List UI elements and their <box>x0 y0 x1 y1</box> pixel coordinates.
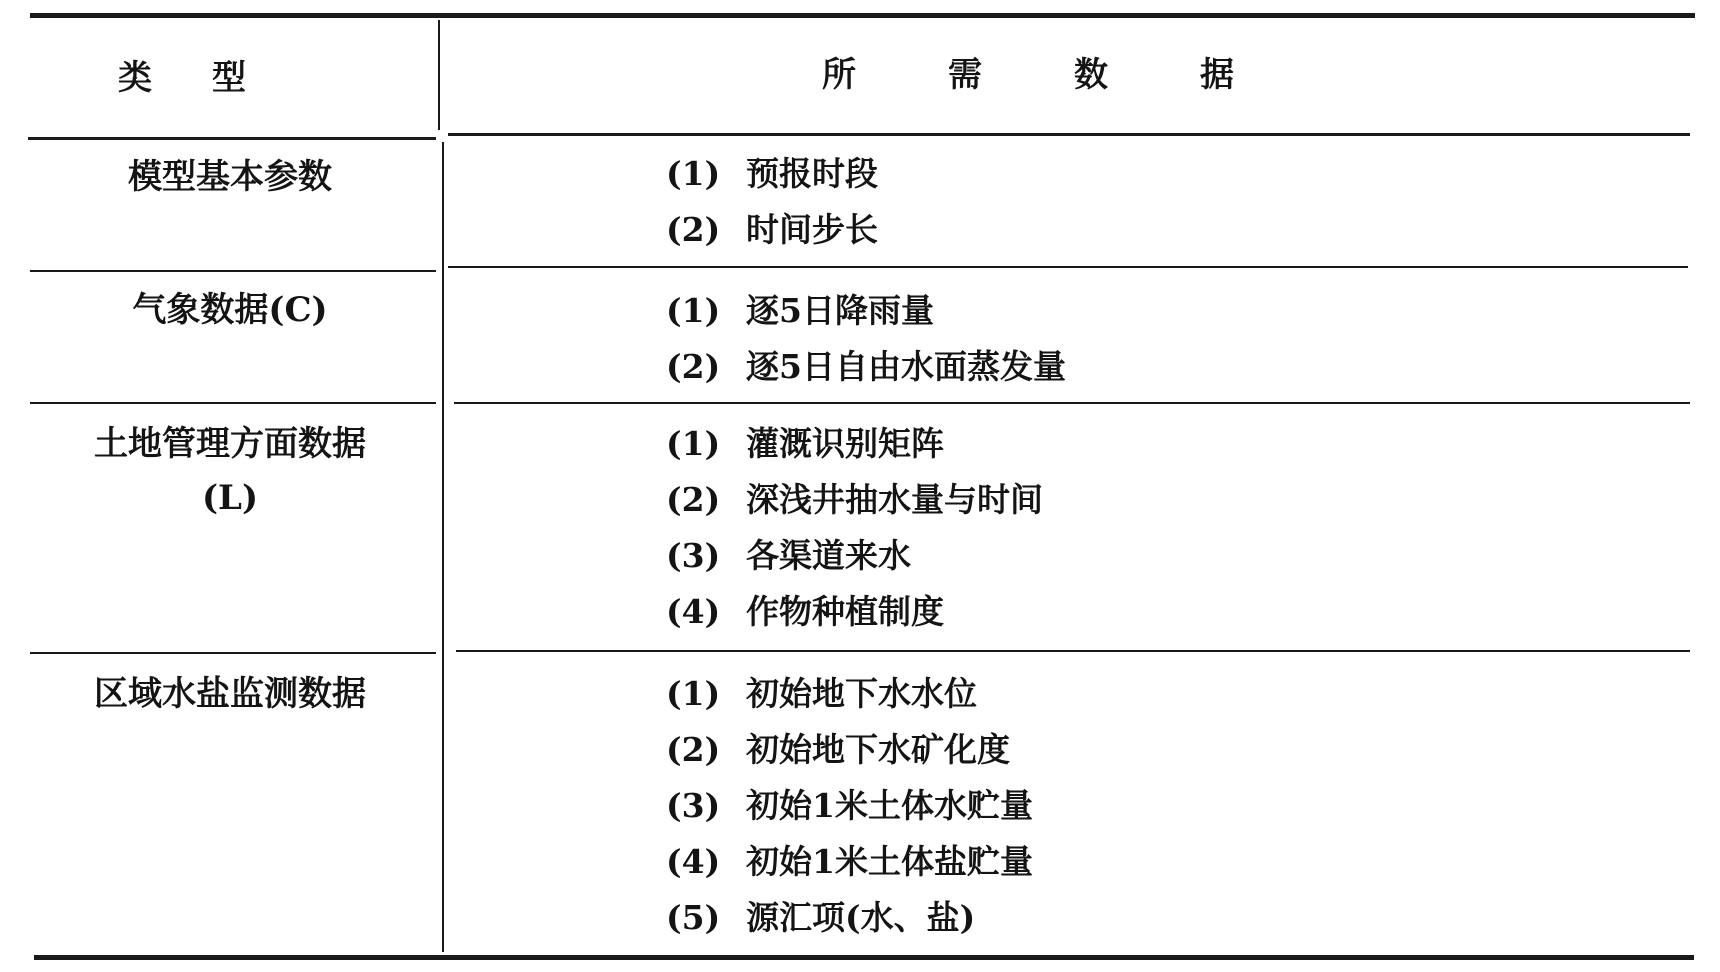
item-number: (1) <box>666 154 721 193</box>
header-required-data: 所需数据 <box>822 55 1326 95</box>
row-2-data-list <box>666 283 1066 395</box>
list-item <box>666 202 878 258</box>
header-rule-left <box>28 137 436 140</box>
list-item <box>666 146 878 202</box>
item-text: 初始地下水矿化度 <box>746 730 1010 769</box>
list-item <box>666 416 1043 472</box>
row-3-rule-right <box>456 650 1690 652</box>
header-type: 类型 <box>118 58 306 98</box>
row-3-data-list <box>666 416 1043 640</box>
item-number: (4) <box>666 592 721 631</box>
item-number: (5) <box>666 898 721 937</box>
list-item <box>666 778 1033 834</box>
list-item <box>666 722 1033 778</box>
item-text: 源汇项(水、盐) <box>746 898 976 937</box>
header-column-divider <box>438 20 440 130</box>
item-text: 各渠道来水 <box>746 536 911 575</box>
item-number: (2) <box>666 730 721 769</box>
table-top-rule <box>30 13 1695 18</box>
row-1-rule-left <box>30 270 436 272</box>
item-number: (1) <box>666 674 721 713</box>
list-item <box>666 890 1033 946</box>
item-number: (2) <box>666 480 721 519</box>
item-text: 时间步长 <box>746 210 878 249</box>
list-item <box>666 584 1043 640</box>
item-text: 作物种植制度 <box>746 592 944 631</box>
row-2-type: 气象数据(C) <box>132 290 328 330</box>
list-item <box>666 472 1043 528</box>
list-item <box>666 283 1066 339</box>
row-1-type: 模型基本参数 <box>128 157 332 197</box>
row-2-rule-left <box>30 402 436 404</box>
item-number: (3) <box>666 536 721 575</box>
list-item <box>666 666 1033 722</box>
list-item <box>666 528 1043 584</box>
list-item <box>666 339 1066 395</box>
row-4-data-list <box>666 666 1033 946</box>
list-item <box>666 834 1033 890</box>
row-1-data-list <box>666 146 878 258</box>
row-3-type-line-2: (L) <box>201 478 259 518</box>
row-3-type <box>30 417 430 525</box>
item-text: 逐5日自由水面蒸发量 <box>746 347 1066 386</box>
header-rule-right <box>448 133 1690 136</box>
item-number: (1) <box>666 291 721 330</box>
row-3-type-line-1: 土地管理方面数据 <box>94 424 366 464</box>
row-1-rule-right <box>448 266 1688 268</box>
row-3-rule-left <box>30 652 436 654</box>
item-text: 初始1米土体盐贮量 <box>746 842 1033 881</box>
item-number: (1) <box>666 424 721 463</box>
row-4-type: 区域水盐监测数据 <box>94 674 366 714</box>
row-2-rule-right <box>454 402 1690 404</box>
item-text: 逐5日降雨量 <box>746 291 934 330</box>
item-number: (3) <box>666 786 721 825</box>
item-text: 初始1米土体水贮量 <box>746 786 1033 825</box>
item-text: 深浅井抽水量与时间 <box>746 480 1043 519</box>
table-bottom-rule <box>34 955 1694 960</box>
item-text: 灌溉识别矩阵 <box>746 424 944 463</box>
item-number: (2) <box>666 347 721 386</box>
item-text: 初始地下水水位 <box>746 674 977 713</box>
item-number: (4) <box>666 842 721 881</box>
body-column-divider <box>442 142 444 952</box>
item-text: 预报时段 <box>746 154 878 193</box>
item-number: (2) <box>666 210 721 249</box>
